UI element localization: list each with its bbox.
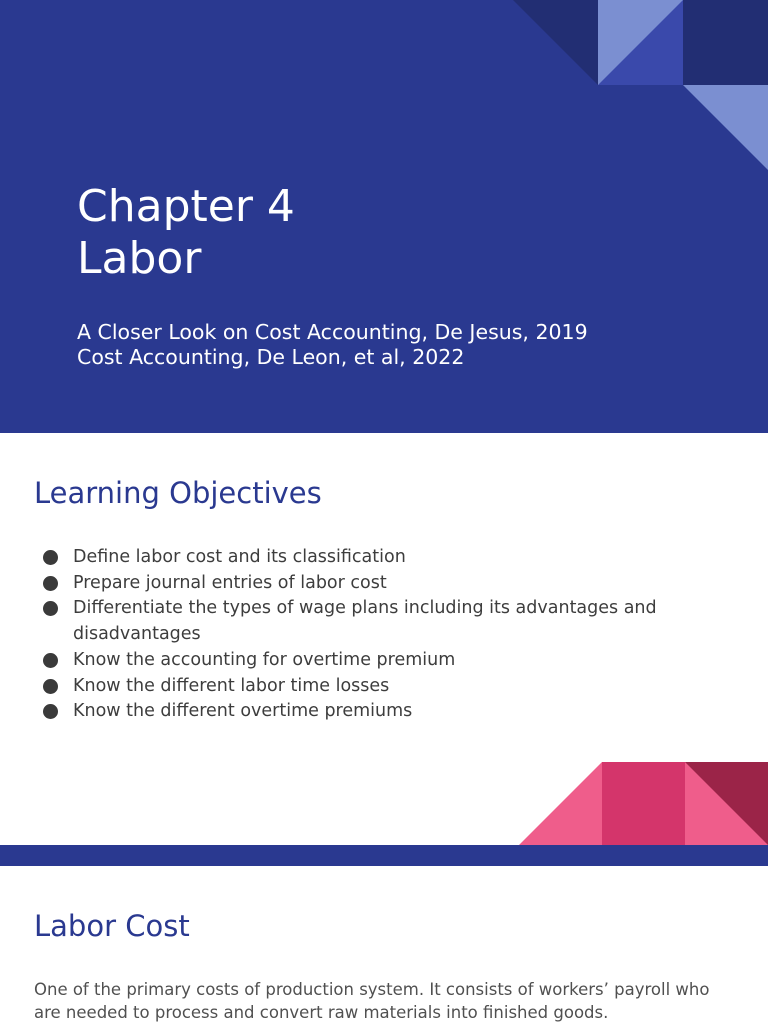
slide-subtitle <box>77 320 588 370</box>
objective-text: Differentiate the types of wage plans including its advantages and disadvantages <box>73 598 657 645</box>
title-slide <box>0 0 768 433</box>
deco-pink-light-triangle <box>519 762 602 845</box>
labor-cost-heading: Labor Cost <box>34 909 190 943</box>
objective-text: Define labor cost and its classification <box>73 547 406 567</box>
deco-light-triangle <box>683 85 768 170</box>
slide-title <box>77 181 295 285</box>
objectives-slide <box>0 433 768 845</box>
objective-text: Prepare journal entries of labor cost <box>73 572 387 593</box>
labor-cost-slide <box>0 866 768 1024</box>
pink-triangles-decoration <box>0 433 768 845</box>
objective-text: Know the different labor time losses <box>73 675 390 696</box>
objectives-heading: Learning Objectives <box>34 476 322 510</box>
title-line-labor: Labor <box>77 233 202 284</box>
deco-dark-triangle <box>513 0 598 85</box>
subtitle-reference-1: A Closer Look on Cost Accounting, De Jesus, 2019 <box>77 320 588 344</box>
deco-pink-mid-square <box>602 762 685 845</box>
labor-cost-body: One of the primary costs of production system. It consists of workers’ payroll who are needed to process and convert raw materials into finished goods. <box>34 980 710 1022</box>
objective-text: Know the different overtime premiums <box>73 701 413 722</box>
objective-text: Know the accounting for overtime premium <box>73 649 456 670</box>
subtitle-reference-2: Cost Accounting, De Leon, et al, 2022 <box>77 345 465 369</box>
deco-dark-square <box>683 0 768 85</box>
title-line-chapter: Chapter 4 <box>77 181 295 232</box>
slide-divider-band <box>0 845 768 866</box>
